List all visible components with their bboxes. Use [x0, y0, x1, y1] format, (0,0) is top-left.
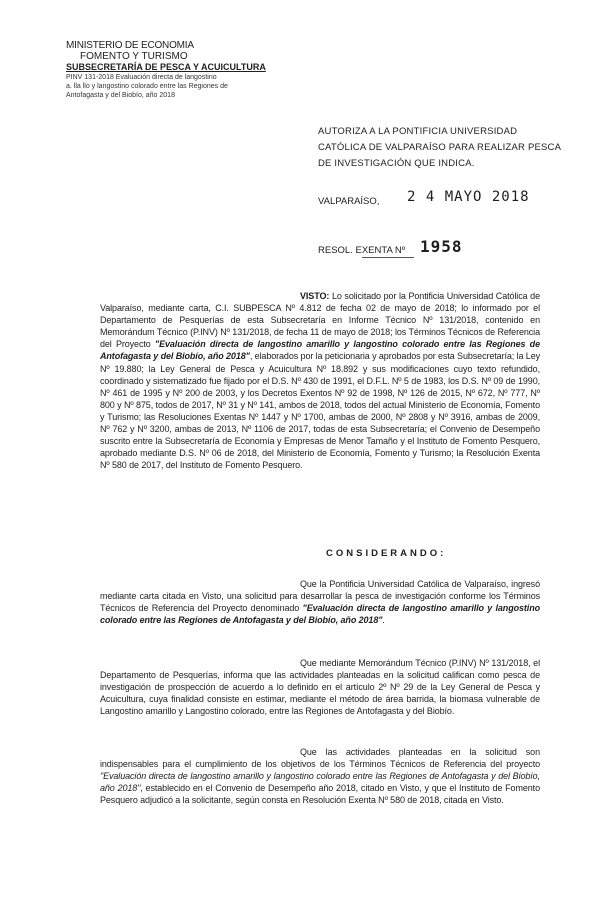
resol-label: RESOL. EXENTA Nº	[318, 245, 406, 256]
c1-text-1: Que la Pontificia Universidad Católica de Valparaíso, ingresó mediante carta citada en Visto, una solicitud para desarrollar la pesca de investigación conforme los Términos Técnicos de Referencia del Proyecto denominado	[100, 579, 540, 614]
resol-underline	[362, 257, 414, 258]
ministry-name-2: FOMENTO Y TURISMO	[80, 51, 188, 62]
considerando-1	[100, 578, 540, 626]
considerando-2	[100, 657, 540, 717]
c1-text-3: .	[382, 615, 385, 626]
file-reference-1: PINV 131-2018 Evaluación directa de langostino	[66, 74, 217, 81]
file-reference-3: Antofagasta y del Biobío, año 2018	[66, 92, 175, 99]
date-stamp: 2 4 MAYO 2018	[407, 189, 530, 205]
c2-text-1: Que mediante Memorándum Técnico (P.INV) Nº 131/2018, el Departamento de Pesquerías, informa que las actividades planteadas en la solicitud califican como pesca de investigación de prospección de acuerdo a lo definido en el artículo 2º Nº 29 de la Ley General de Pesca y Acuicultura, cuya finalidad consiste en estimar, mediante el método de área barrida, la biomasa vulnerable de Langostino amarillo y Langostino colorado, entre las Regiones de Antofagasta y del Biobío.	[100, 658, 540, 717]
subsecretaria-name: SUBSECRETARÍA DE PESCA Y ACUICULTURA	[66, 62, 266, 72]
c1-project-title: "Evaluación directa de langostino amarillo y langostino colorado entre las Regiones de Antofagasta y del Biobío, año 2018"	[100, 603, 540, 626]
subject-line-2: CATÓLICA DE VALPARAÍSO PARA REALIZAR PESCA	[318, 142, 562, 153]
subject-line-3: DE INVESTIGACIÓN QUE INDICA.	[318, 158, 475, 169]
c3-text-3: , establecido en el Convenio de Desempeño año 2018, citado en Visto, y que el Instituto de Fomento Pesquero adjudicó a la solicitante, según consta en Resolución Exenta Nº 580 de 2018, citada en Visto.	[100, 783, 540, 806]
considerando-heading: CONSIDERANDO:	[326, 548, 447, 559]
visto-project-title: "Evaluación directa de langostino amarillo y langostino colorado entre las Regiones de Antofagasta y del Biobío, año 2018"	[100, 339, 540, 362]
place-label: VALPARAÍSO,	[318, 196, 380, 207]
c3-project-title: "Evaluación directa de langostino amarillo y langostino colorado entre las Regiones de Antofagasta y del Biobío, año 2018"	[100, 771, 540, 794]
file-reference-2: a. lla llo y langostino colorado entre las Regiones de	[66, 83, 228, 90]
visto-paragraph	[100, 290, 540, 471]
visto-text-1: Lo solicitado por la Pontificia Universidad Católica de Valparaíso, mediante carta, C.I. SUBPESCA Nº 4.812 de fecha 02 de mayo de 2018; lo informado por el Departamento de Pesquerías de esta Subsecretaría en Informe Técnico Nº 131/2018, contenido en Memorándum Técnico (P.INV) Nº 131/2018, de fecha 11 de mayo de 2018; los Términos Técnicos de Referencia del Proyecto	[100, 291, 540, 350]
visto-label: VISTO:	[300, 291, 330, 301]
considerando-3	[100, 746, 540, 806]
letterhead	[66, 40, 266, 100]
subject-line-1: AUTORIZA A LA PONTIFICIA UNIVERSIDAD	[318, 126, 518, 137]
visto-text-3: , elaborados por la peticionaria y aprobados por esta Subsecretaría; la Ley Nº 19.880; la Ley General de Pesca y Acuicultura Nº 18.892 y sus modificaciones cuyo texto refundido, coordinado y sistematizado fue fijado por el D.S. Nº 430 de 1991, el D.F.L. Nº 5 de 1983, los D.S. Nº 09 de 1990, Nº 461 de 1995 y Nº 200 de 2003, y los Decretos Exentos Nº 92 de 1998, Nº 126 de 2015, Nº 672, Nº 777, Nº 800 y Nº 875, todos de 2017, Nº 31 y Nº 141, ambos de 2018, todos del actual Ministerio de Economía, Fomento y Turismo; las Resoluciones Exentas Nº 1447 y Nº 1700, ambas de 2000, Nº 2808 y Nº 3916, ambas de 2009, Nº 762 y Nº 3200, ambas de 2013, Nº 1106 de 2017, todas de esta Subsecretaría; el Convenio de Desempeño suscrito entre la Subsecretaría de Economía y Empresas de Menor Tamaño y el Instituto de Fomento Pesquero, aprobado mediante D.S. Nº 06 de 2018, del Ministerio de Economía, Fomento y Turismo; la Resolución Exenta Nº 580 de 2017, del Instituto de Fomento Pesquero.	[100, 351, 540, 471]
ministry-name: MINISTERIO DE ECONOMIA	[66, 40, 194, 51]
resolution-number: 1958	[420, 237, 463, 256]
resolution-subject	[318, 124, 562, 172]
c3-text-1: Que las actividades planteadas en la solicitud son indispensables para el cumplimiento de los objetivos de los Términos Técnicos de Referencia del proyecto	[100, 747, 540, 770]
